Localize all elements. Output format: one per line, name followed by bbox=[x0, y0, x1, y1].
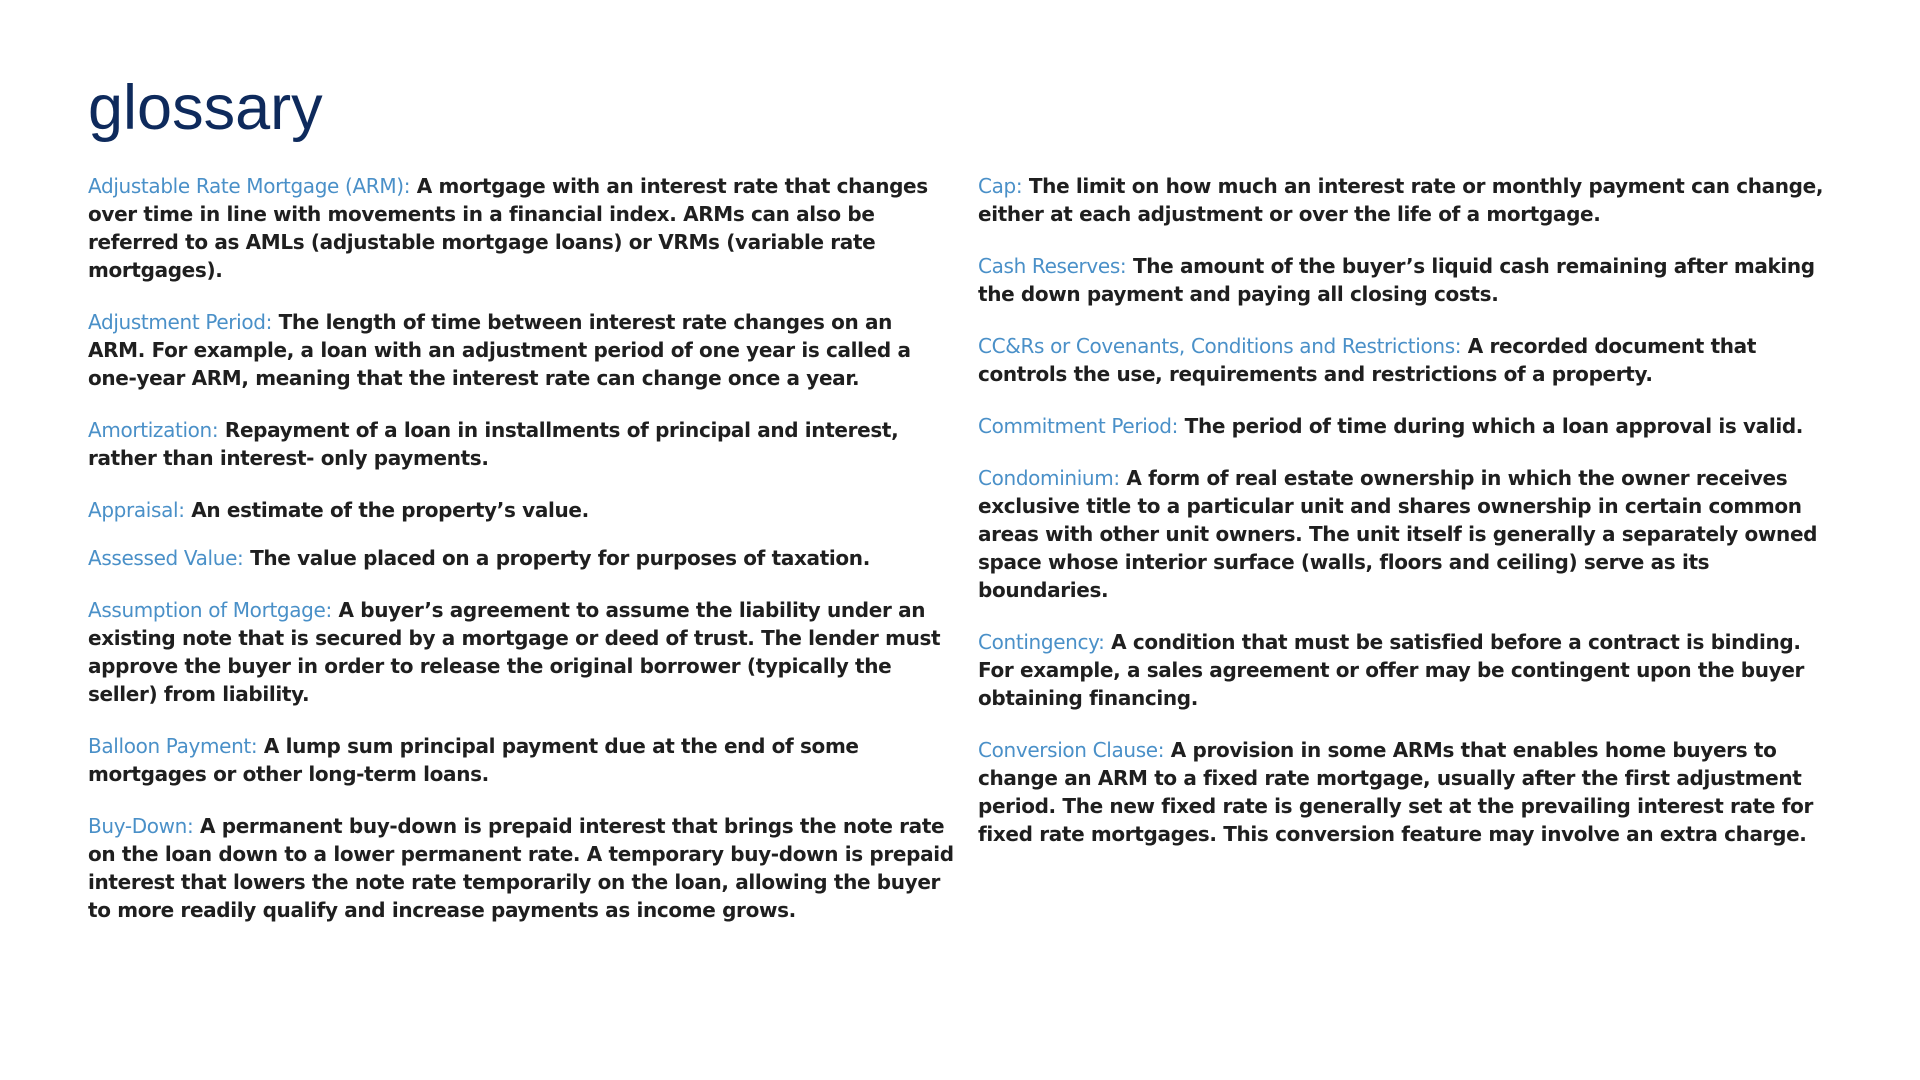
glossary-entry-conversion-clause bbox=[978, 736, 1832, 848]
glossary-term: Conversion Clause: bbox=[978, 738, 1165, 762]
glossary-definition: A buyer’s agreement to assume the liability under an existing note that is secured by a mortgage or deed of trust. The lender must approve the buyer in order to release the original borrower (typically the seller) from liability. bbox=[88, 598, 941, 706]
glossary-term: Adjustment Period: bbox=[88, 310, 272, 334]
glossary-entry-assessed-value bbox=[88, 544, 954, 572]
glossary-term: Amortization: bbox=[88, 418, 219, 442]
glossary-entry-appraisal bbox=[88, 496, 954, 524]
glossary-definition: The amount of the buyer’s liquid cash remaining after making the down payment and paying all closing costs. bbox=[978, 254, 1815, 306]
glossary-definition: A mortgage with an interest rate that changes over time in line with movements in a financial index. ARMs can also be referred to as AMLs (adjustable mortgage loans) or VRMs (variable rate mortgages). bbox=[88, 174, 928, 282]
glossary-definition: The period of time during which a loan approval is valid. bbox=[1184, 414, 1804, 438]
glossary-entry-cap bbox=[978, 172, 1832, 228]
glossary-definition: A form of real estate ownership in which the owner receives exclusive title to a particular unit and shares ownership in certain common areas with other unit owners. The unit itself is generally a separately owned space whose interior surface (walls, floors and ceiling) serve as its boundaries. bbox=[978, 466, 1818, 602]
glossary-entry-adjustment-period bbox=[88, 308, 954, 392]
glossary-entry-contingency bbox=[978, 628, 1832, 712]
glossary-left-column bbox=[88, 172, 954, 948]
glossary-definition: The limit on how much an interest rate or monthly payment can change, either at each adjustment or over the life of a mortgage. bbox=[978, 174, 1824, 226]
glossary-term: CC&Rs or Covenants, Conditions and Restrictions: bbox=[978, 334, 1462, 358]
glossary-entry-commitment-period bbox=[978, 412, 1832, 440]
glossary-term: Commitment Period: bbox=[978, 414, 1179, 438]
glossary-definition: An estimate of the property’s value. bbox=[191, 498, 589, 522]
glossary-entry-balloon-payment bbox=[88, 732, 954, 788]
glossary-term: Contingency: bbox=[978, 630, 1105, 654]
glossary-definition: A provision in some ARMs that enables home buyers to change an ARM to a fixed rate mortgage, usually after the first adjustment period. The new fixed rate is generally set at the prevailing interest rate for fixed rate mortgages. This conversion feature may involve an extra charge. bbox=[978, 738, 1813, 846]
glossary-entry-ccrs bbox=[978, 332, 1832, 388]
glossary-term: Cap: bbox=[978, 174, 1023, 198]
glossary-entry-arm bbox=[88, 172, 954, 284]
glossary-entry-buy-down bbox=[88, 812, 954, 924]
glossary-definition: The length of time between interest rate changes on an ARM. For example, a loan with an adjustment period of one year is called a one-year ARM, meaning that the interest rate can change once a year. bbox=[88, 310, 911, 390]
glossary-entry-condominium bbox=[978, 464, 1832, 604]
glossary-definition: A condition that must be satisfied before a contract is binding. For example, a sales agreement or offer may be contingent upon the buyer obtaining financing. bbox=[978, 630, 1805, 710]
glossary-definition: A lump sum principal payment due at the end of some mortgages or other long-term loans. bbox=[88, 734, 859, 786]
glossary-definition: A recorded document that controls the use, requirements and restrictions of a property. bbox=[978, 334, 1757, 386]
glossary-term: Assumption of Mortgage: bbox=[88, 598, 332, 622]
glossary-term: Buy-Down: bbox=[88, 814, 194, 838]
glossary-term: Balloon Payment: bbox=[88, 734, 258, 758]
glossary-definition: Repayment of a loan in installments of principal and interest, rather than interest- only payments. bbox=[88, 418, 899, 470]
glossary-term: Adjustable Rate Mortgage (ARM): bbox=[88, 174, 411, 198]
glossary-term: Appraisal: bbox=[88, 498, 185, 522]
glossary-entry-amortization bbox=[88, 416, 954, 472]
glossary-term: Condominium: bbox=[978, 466, 1120, 490]
glossary-term: Assessed Value: bbox=[88, 546, 244, 570]
glossary-definition: A permanent buy-down is prepaid interest that brings the note rate on the loan down to a lower permanent rate. A temporary buy-down is prepaid interest that lowers the note rate temporarily on the loan, allowing the buyer to more readily qualify and increase payments as income grows. bbox=[88, 814, 954, 922]
glossary-definition: The value placed on a property for purposes of taxation. bbox=[250, 546, 870, 570]
glossary-term: Cash Reserves: bbox=[978, 254, 1127, 278]
glossary-right-column bbox=[978, 172, 1832, 872]
glossary-entry-cash-reserves bbox=[978, 252, 1832, 308]
glossary-entry-assumption-of-mortgage bbox=[88, 596, 954, 708]
page-title: glossary bbox=[88, 73, 323, 143]
